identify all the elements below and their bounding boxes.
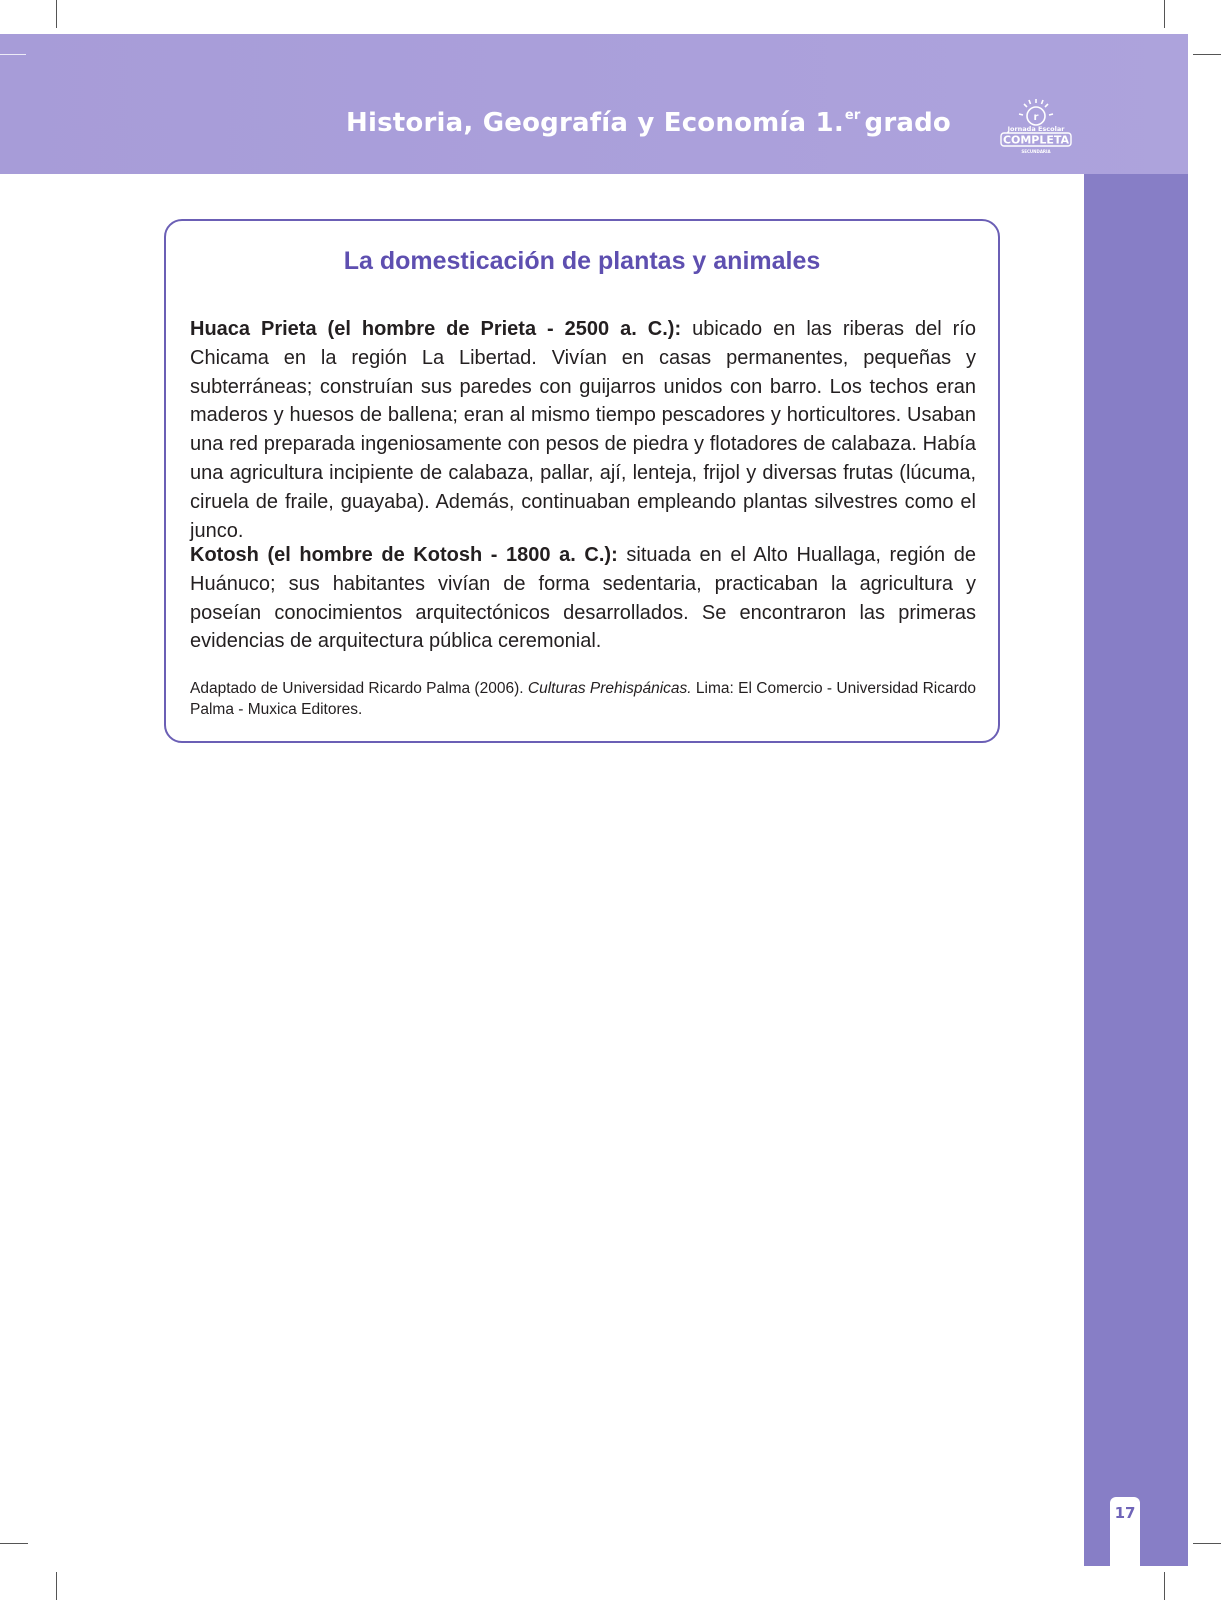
content-box [164,219,1000,743]
svg-text:SECUNDARIA: SECUNDARIA [1021,149,1051,154]
jornada-escolar-completa-logo [996,96,1076,158]
book-title: Culturas Prehispánicas. [527,680,692,697]
svg-text:r: r [1033,112,1039,123]
crop-mark [56,1572,57,1600]
svg-text:COMPLETA: COMPLETA [1002,133,1070,147]
crop-mark [56,0,57,28]
side-band [1084,174,1188,1566]
crop-mark [1193,1543,1221,1544]
svg-text:Jornada Escolar: Jornada Escolar [1007,125,1065,133]
crop-mark [1193,54,1221,55]
crop-mark [1164,0,1165,28]
paragraph-text: situada en el Alto Huallaga, región de Huánuco; sus habitantes vivían de forma sedentaria, practicaban la agricultura y poseían conocimientos arquitectónicos desarrollados. Se encontraron las primeras evidencias de arquitectura pública ceremonial. [190,544,976,653]
header-rule [0,54,26,55]
paragraph-kotosh [190,541,976,656]
paragraph-huaca-prieta [190,315,976,545]
crop-mark [0,1543,28,1544]
paragraph-lead: Huaca Prieta (el hombre de Prieta - 2500 a. C.): [190,318,682,340]
page-number: 17 [1114,1504,1136,1522]
source-citation: Adaptado de Universidad Ricardo Palma (2006). Culturas Prehispánicas. Lima: El Comercio - Universidad Ricardo Palma - Muxica Editores. [190,680,976,718]
section-title: La domesticación de plantas y animales [343,247,821,275]
paragraph-text: ubicado en las riberas del río Chicama en la región La Libertad. Vivían en casas permanentes, pequeñas y subterráneas; construían sus paredes con guijarros unidos con barro. Los techos eran maderos y huesos de ballena; eran al mismo tiempo pescadores y horticultores. Usaban una red preparada ingeniosamente con pesos de piedra y flotadores de calabaza. Había una agricultura incipiente de calabaza, pallar, ají, lenteja, frijol y diversas frutas (lúcuma, ciruela de fraile, guayaba). Además, continuaban empleando plantas silvestres como el junco. [190,318,976,542]
header-title: Historia, Geografía y Economía 1.$^{er}$ grado [346,108,951,138]
paragraph-lead: Kotosh (el hombre de Kotosh - 1800 a. C.): [190,544,618,566]
crop-mark [1164,1572,1165,1600]
